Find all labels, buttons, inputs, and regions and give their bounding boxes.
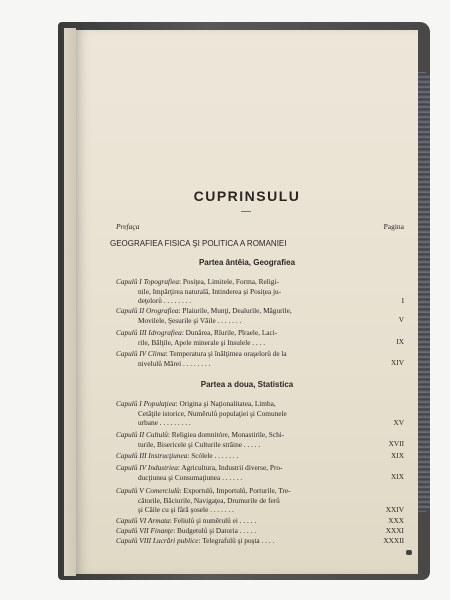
chapter-text: : Religiea domnitóre, Monastirile, Schi- — [167, 430, 285, 439]
chapter-text: şi Căile cu şi fără şosele . . . . . . . — [138, 505, 234, 515]
page-number: XIX — [391, 451, 404, 460]
chapter-label: Capulů VIII Lucrări publice — [116, 536, 199, 545]
page-column-label: Pagina — [383, 222, 404, 231]
toc-entry — [116, 349, 370, 368]
page-number: XVII — [388, 439, 404, 448]
chapter-text: : Scólele . . . . . . . — [187, 451, 239, 460]
chapter-text: turile, Bisericele şi Culturile străine . . . . . — [138, 439, 261, 449]
main-heading: GEOGRAFIEA FISICA ŞI POLITICA A ROMANIEI — [110, 239, 287, 248]
chapter-label: Capulů I Topografiea — [116, 277, 179, 286]
toc-entry — [116, 399, 370, 428]
toc-entry — [116, 463, 370, 482]
toc-entry — [116, 451, 370, 461]
chapter-text: cătorile, Băciurile, Navigaţea, Drumurile de ferů — [138, 495, 280, 505]
chapter-text: rile, Bălţile, Apele minerale şi Insulele . . . . — [138, 337, 266, 347]
chapter-label: Capulů I Populaţiea — [116, 399, 176, 408]
toc-entry — [116, 536, 370, 546]
toc-entry — [116, 486, 370, 515]
chapter-text: : Origina şi Naţionalitatea, Limba, — [175, 399, 276, 408]
page-number: IX — [396, 337, 404, 346]
chapter-label: Capulů V Comerciulů — [116, 486, 180, 495]
ink-smudge — [406, 550, 412, 555]
chapter-label: Capulů II Orografiea — [116, 306, 179, 315]
chapter-label: Capulů IV Industriea — [116, 463, 178, 472]
previous-page-edge — [64, 28, 76, 576]
page-number: I — [401, 296, 404, 305]
chapter-text: : Plaiurile, Munţi, Dealurile, Măgurile, — [178, 306, 292, 315]
page-number: XV — [393, 418, 404, 427]
chapter-text: : Feliulů şi numěrulů ei . . . . . — [169, 516, 257, 525]
toc-entry — [116, 306, 370, 325]
page-title: CUPRINSULU — [193, 188, 301, 204]
toc-entry — [116, 430, 370, 449]
chapter-label: Capulů III Instrucţiunea — [116, 451, 188, 460]
chapter-text: : Telegrafulů şi poşta . . . . — [198, 536, 275, 545]
chapter-text: : Posiţea, Limitele, Forma, Religi- — [178, 277, 279, 286]
chapter-text: : Budgetulů şi Datoria . . . . . — [173, 526, 257, 535]
book-page — [76, 30, 418, 574]
chapter-text: urbane . . . . . . . . . — [138, 418, 191, 428]
toc-entry — [116, 516, 370, 526]
chapter-label: Capulů IV Clima — [116, 349, 166, 358]
page-number: XIV — [391, 358, 404, 367]
chapter-label: Capulů VI Armata — [116, 516, 170, 525]
chapter-label: Capulů II Cultulů — [116, 430, 168, 439]
chapter-text: nile, Impărţirea naturală, Intinderea și Posiţea ju- — [138, 286, 282, 296]
chapter-label: Capulů III Idrografiea — [116, 328, 182, 337]
chapter-text: Cetăţile istorice, Numěrulů populaţiei şi Comunele — [138, 408, 287, 418]
page-number: XIX — [391, 472, 404, 481]
title-divider — [241, 211, 251, 212]
chapter-text: nivelulů Mărei . . . . . . . . — [138, 358, 211, 368]
chapter-text: deţelorů . . . . . . . . — [138, 296, 192, 306]
chapter-text: : Dunărea, Rîurile, Pîraele, Laci- — [181, 328, 278, 337]
page-number: XXXII — [383, 536, 404, 545]
part-title-2: Partea a doua, Statistica — [200, 380, 294, 389]
page-number: XXXI — [385, 526, 404, 535]
page-number: XXIV — [385, 505, 404, 514]
page-number: V — [398, 315, 404, 324]
page-number: XXX — [388, 516, 404, 525]
chapter-text: Movilele, Şesurile şi Văile . . . . . . . — [138, 315, 242, 325]
chapter-label: Capulů VII Finanţe — [116, 526, 174, 535]
part-title-1: Partea ântêia, Geografiea — [198, 258, 296, 267]
toc-entry — [116, 526, 370, 536]
chapter-text: ducţiunea şi Consumaţiunea . . . . . . — [138, 472, 243, 482]
chapter-text: : Exportulů, Importulů, Porturile, Tre- — [179, 486, 291, 495]
toc-entry — [116, 328, 370, 347]
toc-entry — [116, 277, 370, 306]
chapter-text: : Temperatura şi înălţimea oraşelorů de la — [165, 349, 287, 358]
preface-label: Prefaça — [116, 222, 140, 231]
chapter-text: : Agricultura, Industrii diverse, Pro- — [177, 463, 283, 472]
